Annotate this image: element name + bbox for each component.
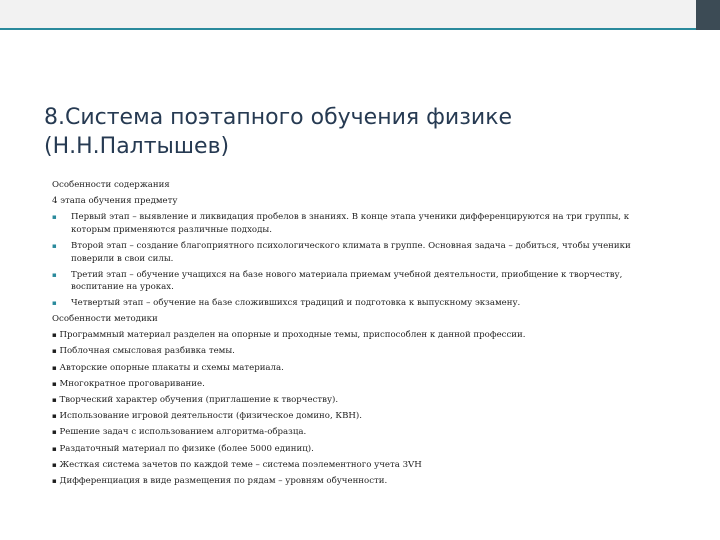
- method-text: Решение задач с использованием алгоритма-образца.: [59, 427, 307, 438]
- square-bullet-icon: ▪: [52, 347, 57, 356]
- bullet-icon: ▪: [52, 299, 57, 308]
- bullet-icon: ▪: [52, 270, 57, 279]
- square-bullet-icon: ▪: [52, 460, 57, 469]
- stage-item: [52, 211, 652, 237]
- method-text: Дифференциация в виде размещения по рядам – уровням обученности.: [59, 475, 388, 486]
- square-bullet-icon: ▪: [52, 444, 57, 453]
- stage-text: Четвертый этап – обучение на базе сложившихся традиций и подготовка к выпускному экзамену.: [71, 298, 521, 309]
- title-line-2: (Н.Н.Палтышев): [44, 134, 230, 159]
- stages-heading: 4 этапа обучения предмету: [52, 195, 178, 206]
- bullet-icon: ▪: [52, 212, 57, 221]
- bullet-icon: ▪: [52, 241, 57, 250]
- stage-text: Первый этап – выявление и ликвидация пробелов в знаниях. В конце этапа ученики дифференцируются на три группы, к которым применяются различные подходы.: [71, 211, 630, 235]
- top-bar-accent-line: [0, 28, 696, 30]
- method-text: Многократное проговаривание.: [59, 378, 205, 389]
- method-text: Жесткая система зачетов по каждой теме – система поэлементного учета 3VН: [59, 459, 422, 470]
- method-text: Авторские опорные плакаты и схемы материала.: [59, 362, 284, 373]
- method-item: [52, 410, 652, 423]
- square-bullet-icon: ▪: [52, 428, 57, 437]
- method-text: Использование игровой деятельности (физическое домино, КВН).: [59, 411, 362, 422]
- square-bullet-icon: ▪: [52, 363, 57, 372]
- content-heading: Особенности содержания: [52, 180, 170, 190]
- square-bullet-icon: ▪: [52, 331, 57, 340]
- method-text: Раздаточный материал по физике (более 5000 единиц).: [59, 443, 314, 454]
- square-bullet-icon: ▪: [52, 412, 57, 421]
- slide-title: [44, 103, 664, 161]
- slide-content: [52, 179, 652, 491]
- method-text: Творческий характер обучения (приглашение к творчеству).: [59, 395, 339, 406]
- method-text: Программный материал разделен на опорные и проходные темы, приспособлен к данной профессии.: [59, 330, 526, 341]
- method-heading: Особенности методики: [52, 314, 158, 325]
- method-text: Поблочная смысловая разбивка темы.: [59, 346, 235, 357]
- square-bullet-icon: ▪: [52, 396, 57, 405]
- stage-item: [52, 269, 652, 295]
- stage-text: Второй этап – создание благоприятного психологического климата в группе. Основная задача – добиться, чтобы ученики поверили в свои силы.: [71, 240, 631, 264]
- stage-item: [52, 297, 652, 310]
- method-item: [52, 394, 652, 407]
- method-item: [52, 459, 652, 472]
- method-item: [52, 329, 652, 342]
- title-line-1: 8.Система поэтапного обучения физике: [44, 105, 513, 130]
- stage-item: [52, 240, 652, 266]
- top-bar-dark-corner: [696, 0, 720, 30]
- square-bullet-icon: ▪: [52, 476, 57, 485]
- slide-top-bar: [0, 0, 720, 30]
- method-item: [52, 443, 652, 456]
- method-item: [52, 378, 652, 391]
- square-bullet-icon: ▪: [52, 379, 57, 388]
- stage-text: Третий этап – обучение учащихся на базе нового материала приемам учебной деятельности, приобщение к творчеству, воспитание на уроках.: [71, 269, 623, 293]
- top-bar-light: [0, 0, 696, 28]
- method-item: [52, 345, 652, 358]
- method-item: [52, 426, 652, 439]
- method-item: [52, 362, 652, 375]
- method-item: [52, 475, 652, 488]
